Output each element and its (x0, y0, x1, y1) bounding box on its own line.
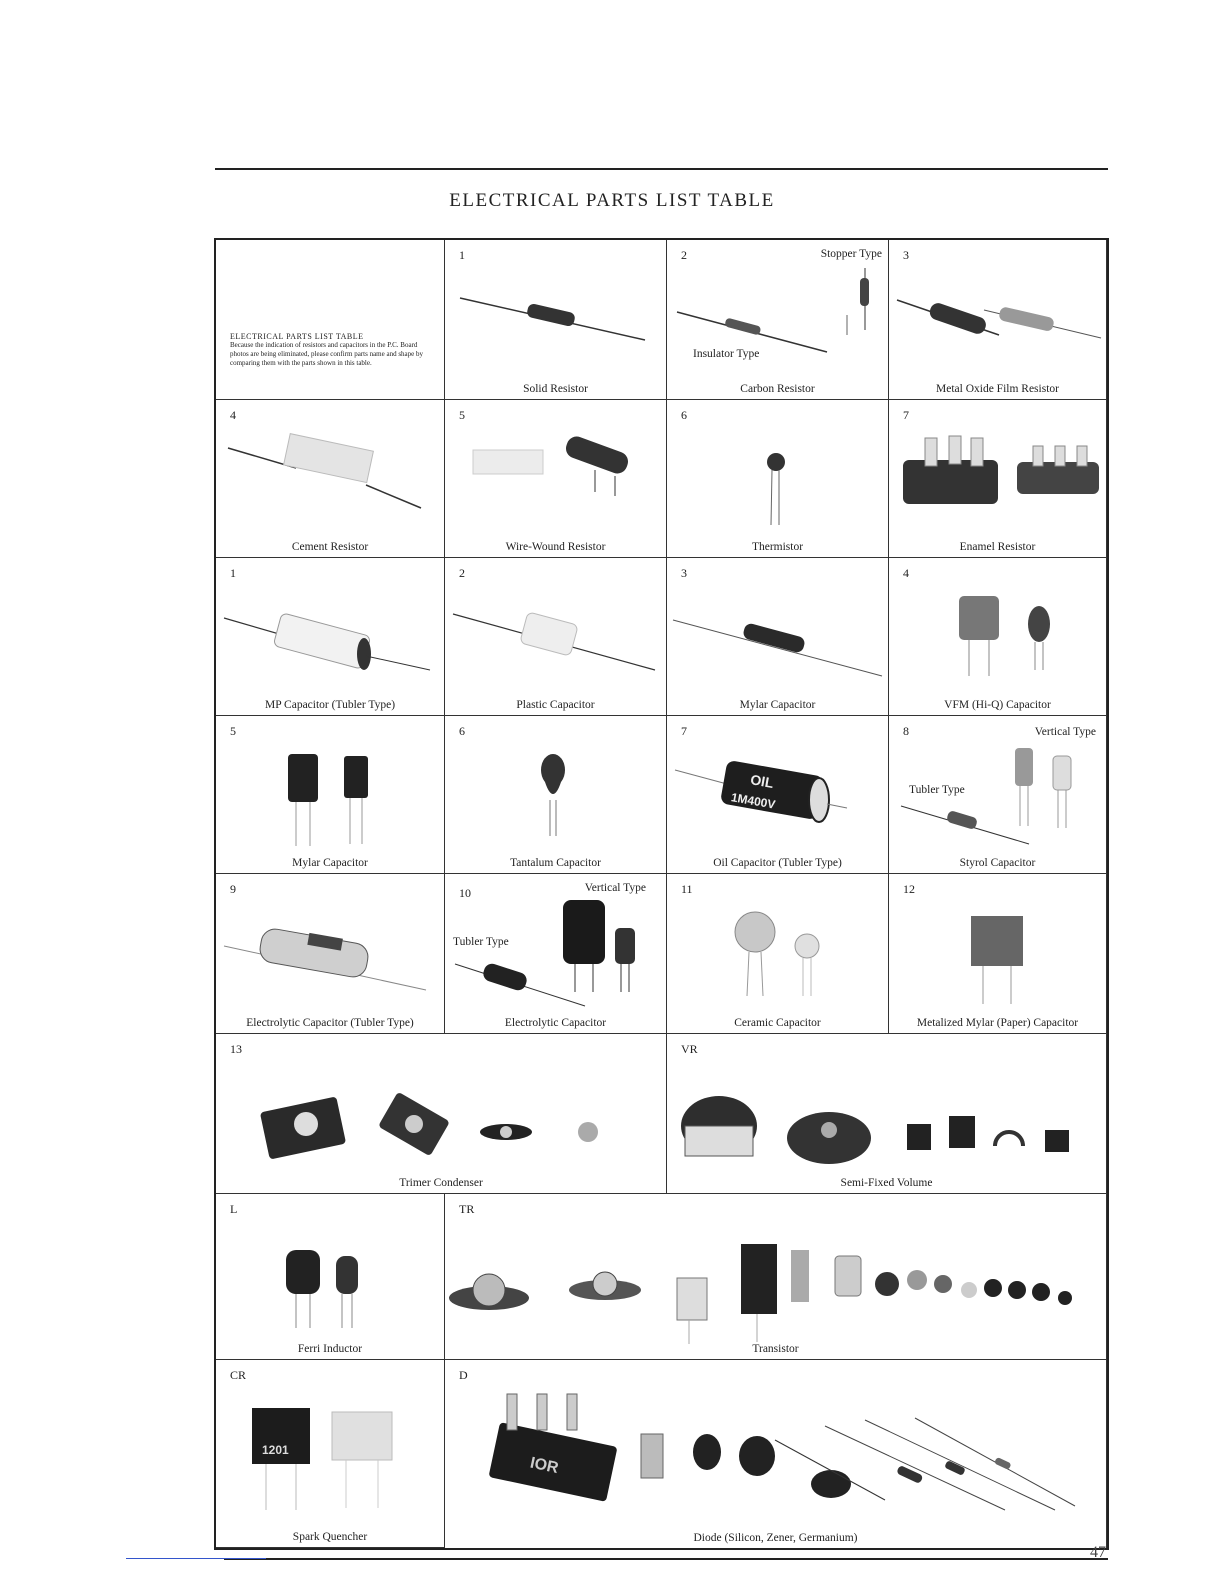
cell-electrolytic-tubular (216, 874, 445, 1034)
subtype-label: Vertical Type (584, 882, 646, 894)
part-label: Semi-Fixed Volume (840, 1177, 933, 1189)
item-number: 6 (681, 408, 687, 422)
part-label: Carbon Resistor (740, 383, 815, 395)
item-number: CR (230, 1368, 247, 1382)
part-label: Metal Oxide Film Resistor (936, 383, 1059, 395)
bottom-rule (224, 1558, 1108, 1560)
cell-ferri-inductor (216, 1194, 445, 1360)
oil-rating: 1M400V (729, 790, 777, 812)
item-number: 7 (681, 724, 687, 738)
mp-capacitor-illustration (216, 558, 445, 716)
part-label: Mylar Capacitor (739, 699, 816, 711)
spark-quencher-marking: 1201 (262, 1443, 289, 1457)
part-label: Diode (Silicon, Zener, Germanium) (693, 1532, 858, 1544)
part-label: Styrol Capacitor (959, 857, 1036, 869)
item-number: 1 (459, 248, 465, 262)
item-number: 3 (681, 566, 687, 580)
item-number: 9 (230, 882, 236, 896)
cell-spark-quencher (216, 1360, 445, 1548)
oil-capacitor-illustration (667, 716, 889, 874)
part-label: Electrolytic Capacitor (Tubler Type) (246, 1017, 414, 1029)
cell-tantalum-capacitor (445, 716, 667, 874)
item-number: 11 (681, 882, 693, 896)
item-number: 6 (459, 724, 465, 738)
diode-illustration (445, 1360, 1107, 1548)
page-number: 47 (1090, 1544, 1106, 1561)
styrol-capacitor-illustration (889, 716, 1107, 874)
item-number: D (459, 1368, 468, 1382)
item-number: 3 (903, 248, 909, 262)
part-label: Plastic Capacitor (516, 699, 595, 711)
cell-oil-capacitor (667, 716, 889, 874)
item-number: 7 (903, 408, 909, 422)
footer-link-line (126, 1558, 266, 1559)
cell-styrol-capacitor (889, 716, 1107, 874)
parts-table (214, 238, 1109, 1550)
part-label: Electrolytic Capacitor (504, 1017, 607, 1029)
item-number: TR (459, 1202, 475, 1216)
wirewound-resistor-illustration (445, 400, 667, 558)
electrolytic-capacitor-illustration (445, 874, 667, 1034)
item-number: 10 (459, 886, 471, 900)
part-label: VFM (Hi-Q) Capacitor (944, 699, 1051, 711)
ceramic-capacitor-illustration (667, 874, 889, 1034)
cell-metal-oxide-resistor (889, 240, 1107, 400)
cell-carbon-resistor (667, 240, 889, 400)
part-label: Cement Resistor (291, 541, 369, 553)
cell-electrolytic-capacitor (445, 874, 667, 1034)
oil-marking: OIL (749, 771, 775, 792)
cell-metalized-mylar-capacitor (889, 874, 1107, 1034)
cell-mylar-capacitor-axial (667, 558, 889, 716)
cell-ceramic-capacitor (667, 874, 889, 1034)
item-number: 12 (903, 882, 915, 896)
part-label: Ceramic Capacitor (734, 1017, 821, 1029)
cell-wirewound-resistor (445, 400, 667, 558)
trimmer-condenser-illustration (216, 1034, 667, 1194)
cell-diode (445, 1360, 1107, 1548)
part-label: Tantalum Capacitor (510, 857, 601, 869)
semi-fixed-volume-illustration (667, 1034, 1107, 1194)
metalized-mylar-illustration (889, 874, 1107, 1034)
cell-trimmer-condenser (216, 1034, 667, 1194)
item-number: 5 (230, 724, 236, 738)
item-number: 2 (681, 248, 687, 262)
subtype-label: Stopper Type (820, 248, 882, 260)
item-number: 4 (903, 566, 909, 580)
cell-vfm-capacitor (889, 558, 1107, 716)
part-label: Wire-Wound Resistor (505, 541, 606, 553)
item-number: L (230, 1202, 238, 1216)
item-number: 1 (230, 566, 236, 580)
cell-enamel-resistor (889, 400, 1107, 558)
carbon-resistor-illustration (667, 240, 889, 400)
part-label: Transistor (752, 1343, 799, 1355)
item-number: 4 (230, 408, 236, 422)
subtype-label: Vertical Type (1034, 726, 1096, 738)
part-label: Thermistor (751, 541, 804, 553)
item-number: 13 (230, 1042, 242, 1056)
subtype-label: Tubler Type (909, 784, 965, 796)
part-label: Mylar Capacitor (292, 857, 368, 869)
item-number: 5 (459, 408, 465, 422)
part-label: Enamel Resistor (959, 541, 1036, 553)
cell-mp-capacitor (216, 558, 445, 716)
intro-cell (216, 240, 445, 400)
part-label: MP Capacitor (Tubler Type) (264, 699, 396, 711)
ferri-inductor-illustration (216, 1194, 445, 1360)
intro-block (230, 332, 430, 368)
page-title: ELECTRICAL PARTS LIST TABLE (449, 190, 775, 211)
part-label: Trimer Condenser (399, 1177, 483, 1189)
top-rule (215, 168, 1108, 170)
subtype-label: Tubler Type (453, 936, 509, 948)
spark-quencher-illustration (216, 1360, 445, 1548)
item-number: 8 (903, 724, 909, 738)
part-label: Solid Resistor (523, 383, 588, 395)
plastic-capacitor-illustration (445, 558, 667, 716)
subtype-label: Insulator Type (693, 348, 760, 360)
vfm-capacitor-illustration (889, 558, 1107, 716)
item-number: VR (681, 1042, 698, 1056)
mylar-capacitor-vertical-illustration (216, 716, 445, 874)
cell-plastic-capacitor (445, 558, 667, 716)
intro-heading: ELECTRICAL PARTS LIST TABLE (230, 332, 364, 341)
tantalum-capacitor-illustration (445, 716, 667, 874)
cell-mylar-capacitor-vertical (216, 716, 445, 874)
item-number: 2 (459, 566, 465, 580)
enamel-resistor-illustration (889, 400, 1107, 558)
cell-transistor (445, 1194, 1107, 1360)
metal-oxide-resistor-illustration (889, 240, 1107, 400)
solid-resistor-illustration (445, 240, 667, 400)
cell-semi-fixed-volume (667, 1034, 1107, 1194)
electrolytic-tubular-illustration (216, 874, 445, 1034)
intro-text: Because the indication of resistors and capacitors in the P.C. Board photos are being eliminated, please confirm parts name and shape by comparing them with the parts shown in this table. (230, 341, 424, 367)
cement-resistor-illustration (216, 400, 445, 558)
cell-solid-resistor (445, 240, 667, 400)
part-label: Spark Quencher (292, 1531, 368, 1543)
mylar-capacitor-illustration (667, 558, 889, 716)
transistor-illustration (445, 1194, 1107, 1360)
bridge-marking: IOR (528, 1454, 560, 1478)
cell-cement-resistor (216, 400, 445, 558)
thermistor-illustration (667, 400, 889, 558)
part-label: Metalized Mylar (Paper) Capacitor (916, 1017, 1079, 1029)
part-label: Ferri Inductor (297, 1343, 363, 1355)
part-label: Oil Capacitor (Tubler Type) (713, 857, 842, 869)
cell-thermistor (667, 400, 889, 558)
